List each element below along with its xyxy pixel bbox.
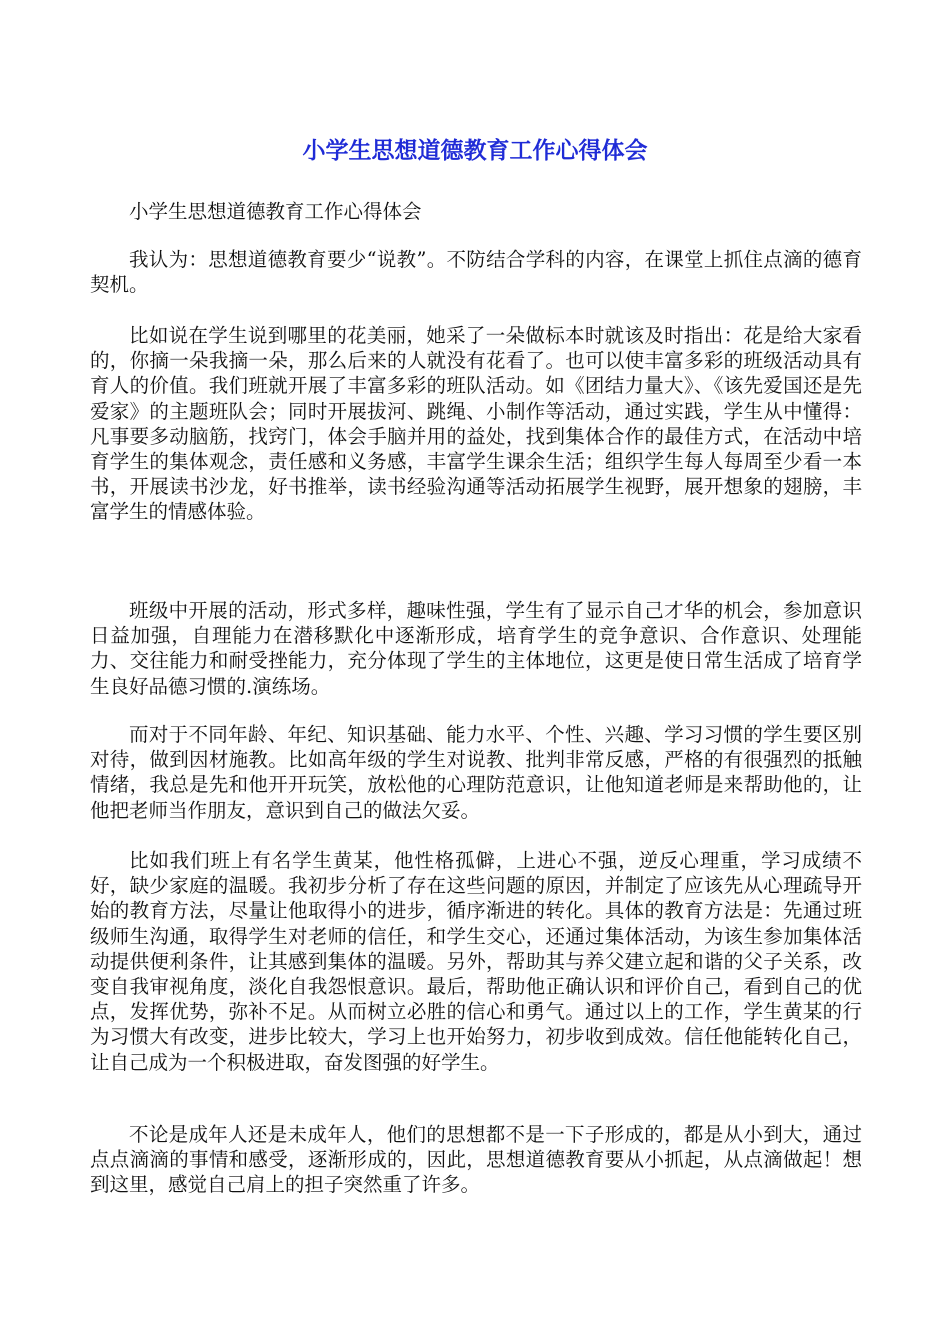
page-title: 小学生思想道德教育工作心得体会 (302, 138, 648, 164)
paragraph-1: 我认为：思想道德教育要少“说教”。不防结合学科的内容，在课堂上抓住点滴的德育契机。 (90, 248, 862, 297)
document-subtitle: 小学生思想道德教育工作心得体会 (129, 200, 422, 223)
paragraph-5: 比如我们班上有名学生黄某，他性格孤僻，上进心不强，逆反心理重，学习成绩不好，缺少家庭的温暖。我初步分析了存在这些问题的原因，并制定了应该先从心理疏导开始的教育方法，尽量让他取得小的进步，循序渐进的转化。具体的教育方法是：先通过班级师生沟通，取得学生对老师的信任，和学生交心，还通过集体活动，为该生参加集体活动提供便利条件，让其感到集体的温暖。另外，帮助其与养父建立起和谐的父子关系，改变自我审视角度，淡化自我怨恨意识。最后，帮助他正确认识和评价自己，看到自己的优点，发挥优势，弥补不足。从而树立必胜的信心和勇气。通过以上的工作，学生黄某的行为习惯大有改变，进步比较大，学习上也开始努力，初步收到成效。信任他能转化自己，让自己成为一个积极进取，奋发图强的好学生。 (90, 849, 862, 1074)
paragraph-2: 比如说在学生说到哪里的花美丽，她采了一朵做标本时就该及时指出：花是给大家看的，你摘一朵我摘一朵，那么后来的人就没有花看了。也可以使丰富多彩的班级活动具有育人的价值。我们班就开展了丰富多彩的班队活动。如《团结力量大》、《该先爱国还是先爱家》的主题班队会；同时开展拔河、跳绳、小制作等活动，通过实践，学生从中懂得：凡事要多动脑筋，找窍门，体会手脑并用的益处，找到集体合作的最佳方式，在活动中培育学生的集体观念，责任感和义务感，丰富学生课余生活；组织学生每人每周至少看一本书，开展读书沙龙，好书推举，读书经验沟通等活动拓展学生视野，展开想象的翅膀，丰富学生的情感体验。 (90, 324, 862, 524)
paragraph-6: 不论是成年人还是未成年人，他们的思想都不是一下子形成的，都是从小到大，通过点点滴滴的事情和感受，逐渐形成的，因此，思想道德教育要从小抓起，从点滴做起！想到这里，感觉自己肩上的担子突然重了许多。 (90, 1123, 862, 1197)
paragraph-4: 而对于不同年龄、年纪、知识基础、能力水平、个性、兴趣、学习习惯的学生要区别对待，做到因材施教。比如高年级的学生对说教、批判非常反感，严格的有很强烈的抵触情绪，我总是先和他开开玩笑，放松他的心理防范意识，让他知道老师是来帮助他的，让他把老师当作朋友，意识到自己的做法欠妥。 (90, 723, 862, 822)
paragraph-3: 班级中开展的活动，形式多样，趣味性强，学生有了显示自己才华的机会，参加意识日益加强，自理能力在潜移默化中逐渐形成，培育学生的竞争意识、合作意识、处理能力、交往能力和耐受挫能力，充分体现了学生的主体地位，这更是使日常生活成了培育学生良好品德习惯的.演练场。 (90, 599, 862, 698)
